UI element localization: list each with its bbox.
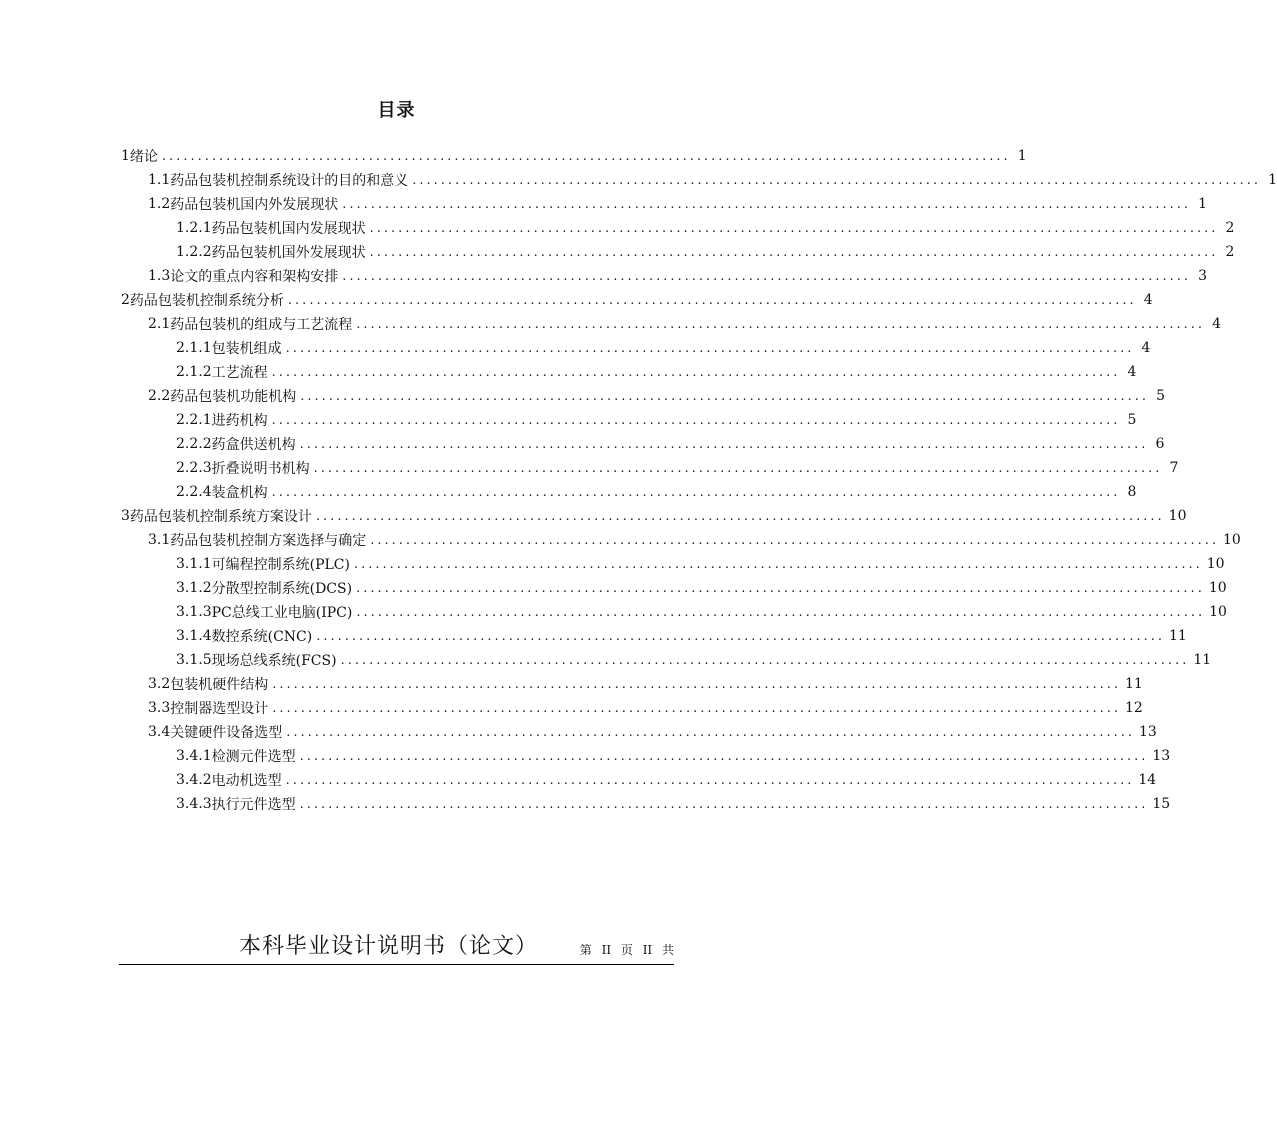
toc-entry[interactable] bbox=[176, 576, 1227, 600]
toc-entry-title: 控制器选型设计 bbox=[170, 701, 269, 717]
toc-entry[interactable] bbox=[176, 744, 1171, 768]
toc-entry[interactable] bbox=[121, 504, 1187, 528]
toc-entry-title: 包装机组成 bbox=[211, 341, 282, 357]
toc-entry[interactable] bbox=[176, 216, 1235, 240]
toc-entry-page: 13 bbox=[1152, 748, 1171, 764]
toc-entry-page: 4 bbox=[1143, 292, 1153, 308]
toc-leader-dots: ....................................................................................................................... bbox=[356, 604, 1206, 620]
toc-entry-title: 药品包装机控制系统设计的目的和意义 bbox=[170, 173, 409, 189]
toc-entry-number: 3.2 bbox=[148, 676, 171, 692]
toc-leader-dots: ....................................................................................................................... bbox=[340, 652, 1190, 668]
toc-leader-dots: ....................................................................................................................... bbox=[370, 532, 1220, 548]
toc-entry-page: 10 bbox=[1206, 556, 1225, 572]
toc-leader-dots: ....................................................................................................................... bbox=[300, 388, 1150, 404]
toc-leader-dots: ....................................................................................................................... bbox=[299, 796, 1149, 812]
toc-entry-page: 10 bbox=[1208, 580, 1227, 596]
toc-entry-page: 5 bbox=[1127, 412, 1137, 428]
toc-entry-number: 1.2.1 bbox=[176, 220, 212, 236]
toc-entry-title: 装盒机构 bbox=[211, 485, 268, 501]
toc-entry[interactable] bbox=[176, 600, 1227, 624]
toc-entry-title: 现场总线系统(FCS) bbox=[211, 653, 337, 669]
toc-leader-dots: ....................................................................................................................... bbox=[369, 220, 1219, 236]
toc-entry[interactable] bbox=[176, 792, 1171, 816]
toc-entry-page: 1 bbox=[1198, 196, 1208, 212]
toc-entry-page: 10 bbox=[1209, 604, 1227, 620]
toc-leader-dots: ....................................................................................................................... bbox=[285, 772, 1135, 788]
toc-entry[interactable] bbox=[176, 432, 1165, 456]
footer-page-number: 第 II 页 II 共 bbox=[579, 943, 674, 957]
toc-entry-title: PC总线工业电脑(IPC) bbox=[211, 605, 353, 621]
toc-leader-dots: ....................................................................................................................... bbox=[342, 196, 1192, 212]
toc-entry-title: 药品包装机国内外发展现状 bbox=[170, 197, 339, 213]
toc-entry-page: 4 bbox=[1141, 340, 1151, 356]
toc-entry-title: 药品包装机控制系统方案设计 bbox=[129, 509, 312, 525]
toc-leader-dots: ....................................................................................................................... bbox=[412, 172, 1262, 188]
toc-entry[interactable] bbox=[121, 144, 1027, 168]
toc-entry-number: 2.2.2 bbox=[176, 436, 212, 452]
toc-leader-dots: ....................................................................................................................... bbox=[271, 364, 1121, 380]
toc-entry-page: 15 bbox=[1152, 796, 1171, 812]
toc-entry-page: 14 bbox=[1138, 772, 1157, 788]
toc-leader-dots: ....................................................................................................................... bbox=[299, 436, 1149, 452]
toc-entry-title: 药品包装机的组成与工艺流程 bbox=[170, 317, 353, 333]
toc-entry[interactable] bbox=[176, 336, 1151, 360]
toc-entry[interactable] bbox=[148, 264, 1208, 288]
toc-entry[interactable] bbox=[176, 456, 1179, 480]
toc-entry-number: 1.2.2 bbox=[176, 244, 212, 260]
toc-entry-number: 3.1.2 bbox=[176, 580, 212, 596]
toc-entry[interactable] bbox=[176, 360, 1137, 384]
toc-entry-page: 8 bbox=[1127, 484, 1137, 500]
toc-entry-title: 药品包装机控制方案选择与确定 bbox=[170, 533, 367, 549]
toc-entry-number: 3.1.1 bbox=[176, 556, 212, 572]
toc-leader-dots: ....................................................................................................................... bbox=[353, 556, 1203, 572]
toc-leader-dots: ....................................................................................................................... bbox=[356, 316, 1206, 332]
toc-entry[interactable] bbox=[148, 672, 1143, 696]
toc-entry-title: 包装机硬件结构 bbox=[170, 677, 269, 693]
toc-entry-number: 3.4.2 bbox=[176, 772, 212, 788]
toc-entry-number: 3.1 bbox=[148, 532, 171, 548]
toc-leader-dots: ....................................................................................................................... bbox=[161, 148, 1011, 164]
toc-entry-page: 1 bbox=[1017, 148, 1027, 164]
toc-entry-page: 5 bbox=[1156, 388, 1166, 404]
toc-entry-number: 2.1.2 bbox=[176, 364, 212, 380]
toc-entry-title: 药品包装机控制系统分析 bbox=[129, 293, 284, 309]
toc-entry-number: 3.4 bbox=[148, 724, 171, 740]
toc-entry-title: 执行元件选型 bbox=[211, 797, 296, 813]
toc-leader-dots: ....................................................................................................................... bbox=[286, 724, 1136, 740]
toc-leader-dots: ....................................................................................................................... bbox=[271, 412, 1121, 428]
toc-entry-page: 4 bbox=[1212, 316, 1222, 332]
toc-entry-page: 13 bbox=[1139, 724, 1157, 740]
toc-entry-number: 3.4.3 bbox=[176, 796, 212, 812]
toc-leader-dots: ....................................................................................................................... bbox=[315, 508, 1165, 524]
toc-leader-dots: ....................................................................................................................... bbox=[313, 460, 1163, 476]
toc-entry-title: 药品包装机功能机构 bbox=[170, 389, 297, 405]
toc-entry[interactable] bbox=[176, 648, 1212, 672]
toc-entry-page: 11 bbox=[1193, 652, 1212, 668]
toc-entry[interactable] bbox=[176, 408, 1137, 432]
toc-entry-page: 6 bbox=[1155, 436, 1165, 452]
toc-entry-title: 论文的重点内容和架构安排 bbox=[170, 269, 339, 285]
toc-entry[interactable] bbox=[148, 528, 1241, 552]
toc-entry[interactable] bbox=[176, 480, 1137, 504]
toc-entry-number: 3.4.1 bbox=[176, 748, 212, 764]
toc-leader-dots: ....................................................................................................................... bbox=[369, 244, 1219, 260]
toc-entry-page: 4 bbox=[1127, 364, 1137, 380]
toc-entry-number: 2.2.3 bbox=[176, 460, 212, 476]
toc-entry[interactable] bbox=[176, 768, 1157, 792]
toc-entry[interactable] bbox=[176, 552, 1225, 576]
toc-entry-title: 折叠说明书机构 bbox=[211, 461, 310, 477]
toc-leader-dots: ....................................................................................................................... bbox=[299, 748, 1149, 764]
toc-entry-number: 2 bbox=[121, 292, 130, 308]
toc-entry-title: 药品包装机国外发展现状 bbox=[211, 245, 366, 261]
toc-leader-dots: ....................................................................................................................... bbox=[272, 700, 1122, 716]
toc-leader-dots: ....................................................................................................................... bbox=[356, 580, 1205, 596]
toc-entry-number: 1.3 bbox=[148, 268, 171, 284]
toc-entry-page: 3 bbox=[1198, 268, 1208, 284]
toc-entry-title: 分散型控制系统(DCS) bbox=[211, 581, 353, 597]
toc-entry-page: 11 bbox=[1125, 676, 1143, 692]
toc-entry-number: 3.1.5 bbox=[176, 652, 212, 668]
toc-entry[interactable] bbox=[148, 168, 1277, 192]
toc-entry-title: 进药机构 bbox=[211, 413, 268, 429]
toc-entry-title: 数控系统(CNC) bbox=[211, 629, 313, 645]
toc-entry-number: 3.1.4 bbox=[176, 628, 212, 644]
toc-entry-number: 3 bbox=[121, 508, 130, 524]
toc-leader-dots: ....................................................................................................................... bbox=[285, 340, 1135, 356]
toc-entry[interactable] bbox=[121, 288, 1153, 312]
page-footer bbox=[119, 930, 674, 965]
toc-entry-title: 药盒供送机构 bbox=[211, 437, 296, 453]
toc-entry[interactable] bbox=[148, 720, 1157, 744]
toc-entry-number: 2.2.1 bbox=[176, 412, 212, 428]
toc-entry[interactable] bbox=[148, 696, 1143, 720]
toc-entry-number: 1.2 bbox=[148, 196, 171, 212]
toc-leader-dots: ....................................................................................................................... bbox=[271, 484, 1121, 500]
toc-entry-page: 2 bbox=[1225, 220, 1235, 236]
toc-entry-title: 检测元件选型 bbox=[211, 749, 296, 765]
toc-entry-number: 2.1.1 bbox=[176, 340, 212, 356]
toc-leader-dots: ....................................................................................................................... bbox=[316, 628, 1165, 644]
toc-entry-page: 7 bbox=[1169, 460, 1179, 476]
toc-leader-dots: ....................................................................................................................... bbox=[272, 676, 1122, 692]
toc-entry[interactable] bbox=[176, 240, 1235, 264]
toc-entry-number: 2.2.4 bbox=[176, 484, 212, 500]
toc-entry-title: 关键硬件设备选型 bbox=[170, 725, 283, 741]
toc-entry-page: 1 bbox=[1268, 172, 1277, 188]
toc-entry-title: 绪论 bbox=[129, 149, 158, 165]
toc-entry-title: 药品包装机国内发展现状 bbox=[211, 221, 366, 237]
toc-entry[interactable] bbox=[176, 624, 1187, 648]
toc-entry-title: 工艺流程 bbox=[211, 365, 268, 381]
toc-entry-page: 10 bbox=[1223, 532, 1241, 548]
toc-entry-number: 2.2 bbox=[148, 388, 171, 404]
toc-entry-number: 1 bbox=[121, 148, 130, 164]
toc-entry-title: 电动机选型 bbox=[211, 773, 282, 789]
toc-leader-dots: ....................................................................................................................... bbox=[342, 268, 1192, 284]
toc-entry[interactable] bbox=[148, 192, 1208, 216]
page-title: 目录 bbox=[377, 100, 416, 121]
toc-entry-number: 3.1.3 bbox=[176, 604, 212, 620]
toc-entry-page: 10 bbox=[1168, 508, 1187, 524]
toc-leader-dots: ....................................................................................................................... bbox=[287, 292, 1137, 308]
toc-entry[interactable] bbox=[148, 384, 1166, 408]
toc-entry-number: 3.3 bbox=[148, 700, 171, 716]
toc-entry-page: 12 bbox=[1125, 700, 1143, 716]
toc-entry-page: 11 bbox=[1168, 628, 1187, 644]
toc-entry-page: 2 bbox=[1225, 244, 1235, 260]
footer-title: 本科毕业设计说明书（论文） bbox=[238, 934, 538, 959]
toc-entry-number: 2.1 bbox=[148, 316, 171, 332]
toc-entry-number: 1.1 bbox=[148, 172, 171, 188]
toc-entry-title: 可编程控制系统(PLC) bbox=[211, 557, 350, 573]
toc-entry[interactable] bbox=[148, 312, 1222, 336]
